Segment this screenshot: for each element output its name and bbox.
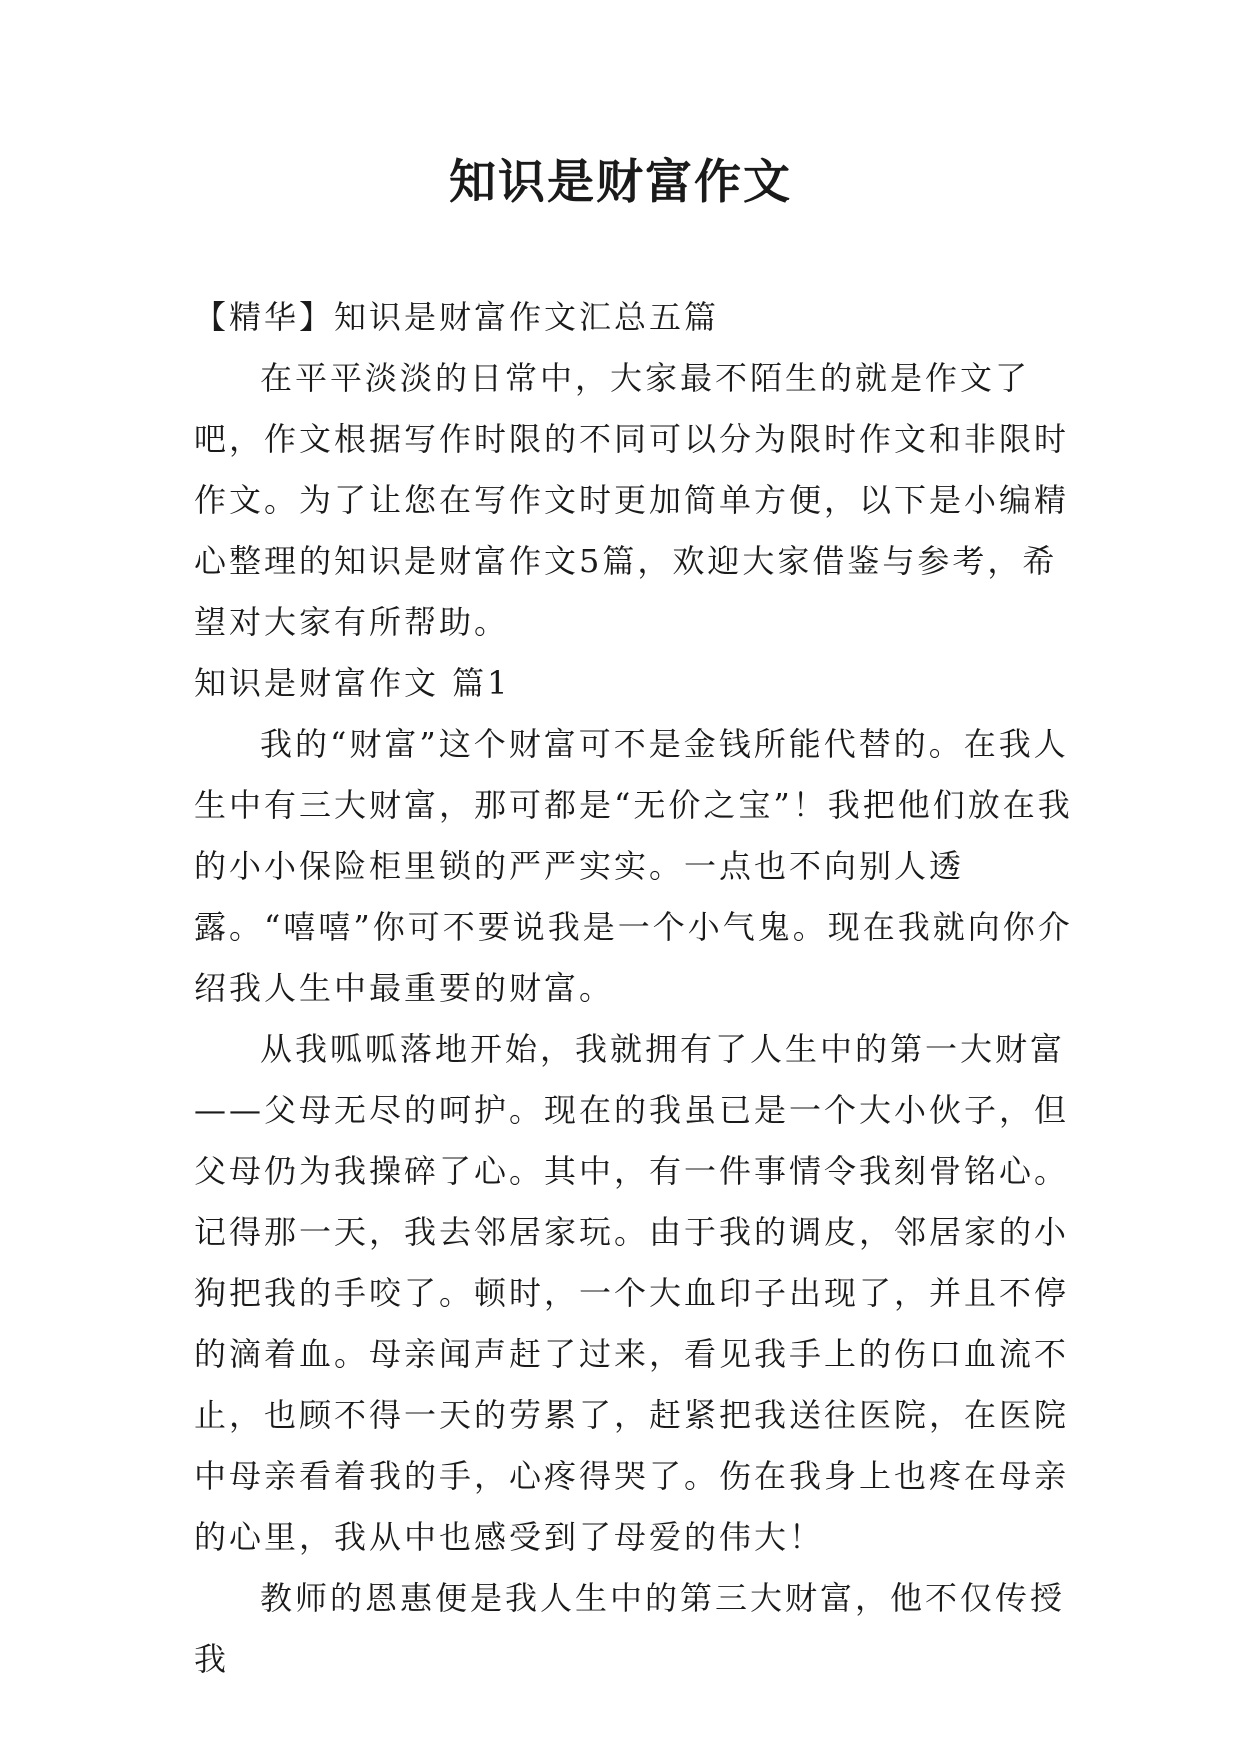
document-title: 知识是财富作文 [449,155,792,210]
intro-paragraph: 在平平淡淡的日常中，大家最不陌生的就是作文了吧，作文根据写作时限的不同可以分为限时作文和非限时作文。为了让您在写作文时更加简单方便，以下是小编精心整理的知识是财富作文5篇，欢迎大家借鉴与参考，希望对大家有所帮助。 [194,359,1070,641]
body-paragraph: 从我呱呱落地开始，我就拥有了人生中的第一大财富——父母无尽的呵护。现在的我虽已是一个大小伙子，但父母仍为我操碎了心。其中，有一件事情令我刻骨铭心。记得那一天，我去邻居家玩。由于我的调皮，邻居家的小狗把我的手咬了。顿时，一个大血印子出现了，并且不停的滴着血。母亲闻声赶了过来，看见我手上的伤口血流不止，也顾不得一天的劳累了，赶紧把我送往医院，在医院中母亲看着我的手，心疼得哭了。伤在我身上也疼在母亲的心里，我从中也感受到了母爱的伟大！ [194,1030,1070,1556]
body-paragraph: 我的“财富”这个财富可不是金钱所能代替的。在我人生中有三大财富，那可都是“无价之宝”！我把他们放在我的小小保险柜里锁的严严实实。一点也不向别人透露。“嘻嘻”你可不要说我是一个小气鬼。现在我就向你介绍我人生中最重要的财富。 [194,725,1073,1007]
body-paragraph: 教师的恩惠便是我人生中的第三大财富，他不仅传授我 [194,1579,1066,1678]
section-heading: 知识是财富作文 篇1 [194,664,511,702]
document-body [194,287,1074,1690]
document-subtitle: 【精华】知识是财富作文汇总五篇 [194,298,720,336]
